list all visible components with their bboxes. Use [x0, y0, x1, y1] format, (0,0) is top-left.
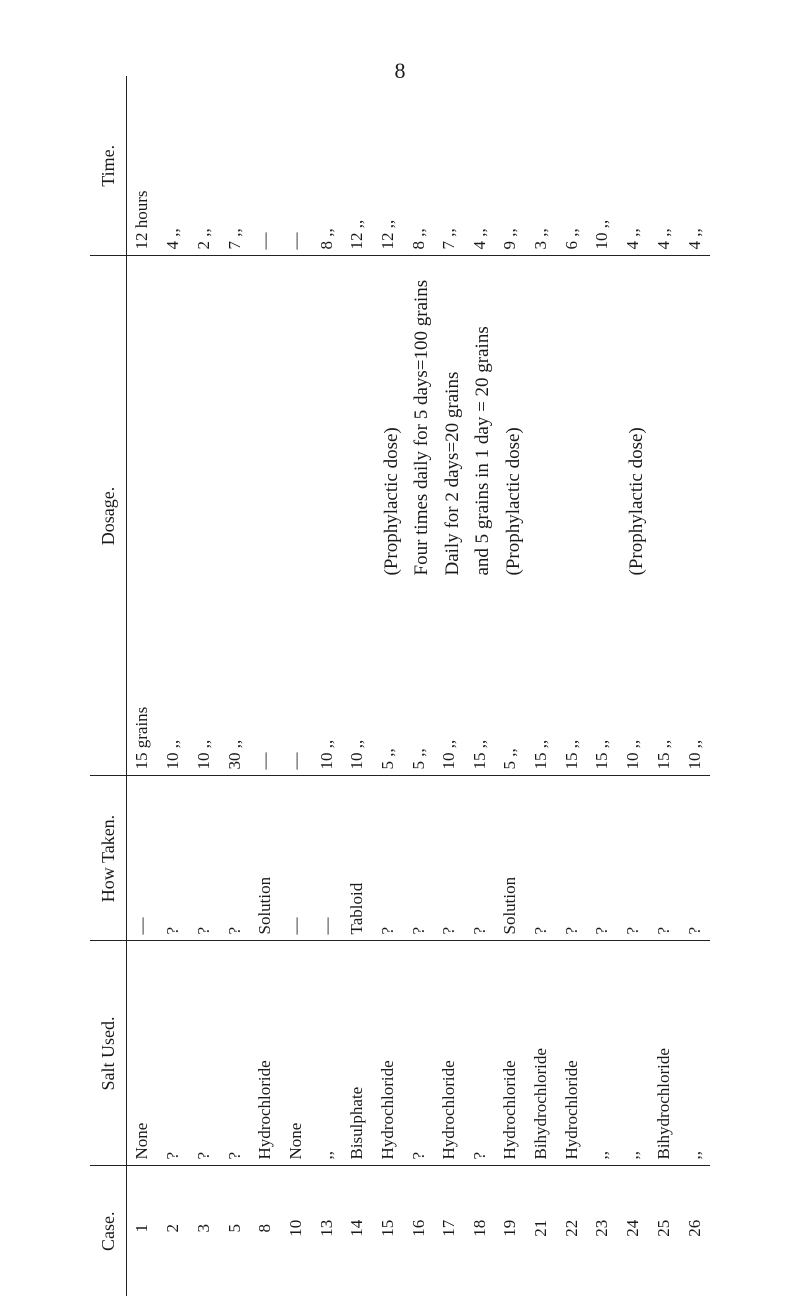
- dosage-cell: [587, 256, 618, 776]
- salt-used-value: ?: [163, 1151, 183, 1160]
- time-value: 12 hours: [132, 190, 152, 250]
- table-header-row: [90, 76, 127, 1296]
- salt-used-value: ,,: [316, 1151, 336, 1160]
- table-row: [587, 76, 618, 1296]
- how-taken-cell: [464, 776, 495, 941]
- case-number-cell: [679, 1166, 710, 1296]
- table-row: [434, 76, 465, 1296]
- how-taken-cell: [281, 776, 312, 941]
- how-taken-cell: [403, 776, 434, 941]
- salt-used-cell: [158, 941, 189, 1166]
- table-row: [403, 76, 434, 1296]
- case-number-cell: [526, 1166, 557, 1296]
- how-taken-value: —: [316, 917, 336, 935]
- time-value: 6 ,,: [561, 228, 581, 250]
- page-number: 8: [394, 58, 406, 83]
- salt-used-value: ?: [224, 1151, 244, 1160]
- case-number-cell: [158, 1166, 189, 1296]
- case-number-value: 1: [132, 1224, 152, 1233]
- salt-used-value: ,,: [684, 1151, 704, 1160]
- salt-used-value: ,,: [592, 1151, 612, 1160]
- header-how-taken: How Taken.: [90, 776, 127, 941]
- how-taken-cell: [526, 776, 557, 941]
- dosage-cell: [250, 256, 281, 776]
- how-taken-value: —: [285, 917, 305, 935]
- salt-used-value: Hydrochloride: [377, 1060, 397, 1160]
- time-cell: [679, 76, 710, 256]
- salt-used-value: Bisulphate: [347, 1086, 367, 1160]
- how-taken-value: ?: [684, 926, 704, 935]
- case-number-value: 19: [500, 1219, 520, 1237]
- dosage-cell: [403, 256, 434, 776]
- case-number-value: 10: [285, 1219, 305, 1237]
- table-row: [526, 76, 557, 1296]
- salt-used-cell: [495, 941, 526, 1166]
- time-value: 2 ,,: [193, 228, 213, 250]
- table-row: [495, 76, 526, 1296]
- salt-used-cell: [464, 941, 495, 1166]
- time-value: 7 ,,: [439, 228, 459, 250]
- salt-used-cell: [342, 941, 373, 1166]
- case-number-cell: [342, 1166, 373, 1296]
- time-cell: [403, 76, 434, 256]
- dosage-cell: [648, 256, 679, 776]
- how-taken-value: ?: [193, 926, 213, 935]
- dosage-note: (Prophylactic dose): [503, 427, 525, 576]
- case-number-value: 21: [531, 1219, 551, 1237]
- how-taken-value: ?: [623, 926, 643, 935]
- case-number-cell: [373, 1166, 404, 1296]
- time-cell: [495, 76, 526, 256]
- table-row: [618, 76, 649, 1296]
- dosage-cell: [127, 256, 158, 776]
- time-value: —: [285, 232, 305, 250]
- time-value: 8 ,,: [408, 228, 428, 250]
- dosage-cell: [526, 256, 557, 776]
- how-taken-cell: [679, 776, 710, 941]
- case-number-cell: [434, 1166, 465, 1296]
- dosage-value: 5 ,,: [377, 748, 397, 770]
- salt-used-cell: [219, 941, 250, 1166]
- time-cell: [373, 76, 404, 256]
- table-row: [311, 76, 342, 1296]
- dosage-note: Four times daily for 5 days=100 grains: [411, 279, 433, 576]
- table-row: [250, 76, 281, 1296]
- time-cell: [434, 76, 465, 256]
- how-taken-value: ?: [531, 926, 551, 935]
- dosage-value: 15 ,,: [653, 739, 673, 770]
- how-taken-cell: [311, 776, 342, 941]
- salt-used-cell: [587, 941, 618, 1166]
- how-taken-value: ?: [439, 926, 459, 935]
- how-taken-cell: [434, 776, 465, 941]
- case-number-cell: [648, 1166, 679, 1296]
- dosage-cell: [434, 256, 465, 776]
- how-taken-cell: [250, 776, 281, 941]
- dosage-value: 5 ,,: [500, 748, 520, 770]
- how-taken-value: —: [132, 917, 152, 935]
- how-taken-value: Tabloid: [347, 882, 367, 935]
- dosage-value: 15 ,,: [592, 739, 612, 770]
- time-value: 4 ,,: [163, 228, 183, 250]
- table-body: [127, 76, 711, 1296]
- how-taken-value: ?: [377, 926, 397, 935]
- dosage-cell: [618, 256, 649, 776]
- how-taken-value: ?: [653, 926, 673, 935]
- dosage-value: 10 ,,: [193, 739, 213, 770]
- how-taken-cell: [219, 776, 250, 941]
- salt-used-cell: [281, 941, 312, 1166]
- time-value: 4 ,,: [469, 228, 489, 250]
- salt-used-value: None: [132, 1122, 152, 1160]
- table-row: [342, 76, 373, 1296]
- salt-used-cell: [618, 941, 649, 1166]
- how-taken-cell: [587, 776, 618, 941]
- case-number-cell: [281, 1166, 312, 1296]
- table-row: [648, 76, 679, 1296]
- salt-used-cell: [679, 941, 710, 1166]
- salt-used-value: None: [285, 1122, 305, 1160]
- header-case: Case.: [90, 1166, 127, 1296]
- case-number-cell: [189, 1166, 220, 1296]
- dosage-value: —: [255, 752, 275, 770]
- dosage-value: 10 ,,: [684, 739, 704, 770]
- dosage-note: and 5 grains in 1 day = 20 grains: [472, 326, 494, 576]
- salt-used-value: Hydrochloride: [255, 1060, 275, 1160]
- case-number-value: 5: [224, 1224, 244, 1233]
- time-value: 10 ,,: [592, 219, 612, 250]
- time-cell: [556, 76, 587, 256]
- dosage-value: 10 ,,: [623, 739, 643, 770]
- time-cell: [189, 76, 220, 256]
- case-number-cell: [311, 1166, 342, 1296]
- time-cell: [618, 76, 649, 256]
- case-number-value: 3: [193, 1224, 213, 1233]
- salt-used-value: Hydrochloride: [500, 1060, 520, 1160]
- case-number-value: 18: [469, 1219, 489, 1237]
- time-cell: [158, 76, 189, 256]
- case-number-cell: [556, 1166, 587, 1296]
- how-taken-cell: [556, 776, 587, 941]
- time-value: 8 ,,: [316, 228, 336, 250]
- table-row: [281, 76, 312, 1296]
- salt-used-cell: [648, 941, 679, 1166]
- case-number-cell: [250, 1166, 281, 1296]
- case-number-value: 2: [163, 1224, 183, 1233]
- quinine-dosage-table: [90, 76, 710, 1296]
- time-cell: [311, 76, 342, 256]
- case-number-value: 22: [561, 1219, 581, 1237]
- dosage-cell: [464, 256, 495, 776]
- time-value: 4 ,,: [684, 228, 704, 250]
- how-taken-value: ?: [469, 926, 489, 935]
- how-taken-cell: [127, 776, 158, 941]
- case-number-value: 8: [255, 1224, 275, 1233]
- case-number-cell: [464, 1166, 495, 1296]
- how-taken-value: ?: [224, 926, 244, 935]
- salt-used-cell: [434, 941, 465, 1166]
- dosage-cell: [342, 256, 373, 776]
- how-taken-cell: [373, 776, 404, 941]
- time-cell: [526, 76, 557, 256]
- rotated-table-page: [90, 76, 710, 1296]
- salt-used-value: ?: [469, 1151, 489, 1160]
- header-dosage: Dosage.: [90, 256, 127, 776]
- time-value: 3 ,,: [531, 228, 551, 250]
- case-number-value: 24: [623, 1219, 643, 1237]
- case-number-value: 17: [439, 1219, 459, 1237]
- table-row: [158, 76, 189, 1296]
- case-number-value: 14: [347, 1219, 367, 1237]
- how-taken-cell: [342, 776, 373, 941]
- dosage-cell: [219, 256, 250, 776]
- dosage-note: (Prophylactic dose): [380, 427, 402, 576]
- time-cell: [281, 76, 312, 256]
- time-value: 4 ,,: [653, 228, 673, 250]
- salt-used-value: ?: [408, 1151, 428, 1160]
- how-taken-cell: [618, 776, 649, 941]
- how-taken-cell: [495, 776, 526, 941]
- time-cell: [342, 76, 373, 256]
- dosage-cell: [189, 256, 220, 776]
- dosage-cell: [556, 256, 587, 776]
- case-number-value: 23: [592, 1219, 612, 1237]
- dosage-value: —: [285, 752, 305, 770]
- time-value: 9 ,,: [500, 228, 520, 250]
- dosage-value: 10 ,,: [316, 739, 336, 770]
- time-value: 4 ,,: [623, 228, 643, 250]
- case-number-cell: [219, 1166, 250, 1296]
- dosage-note: (Prophylactic dose): [625, 427, 647, 576]
- salt-used-cell: [526, 941, 557, 1166]
- dosage-value: 15 ,,: [561, 739, 581, 770]
- dosage-cell: [373, 256, 404, 776]
- dosage-cell: [158, 256, 189, 776]
- table-row: [679, 76, 710, 1296]
- dosage-value: 10 ,,: [347, 739, 367, 770]
- case-number-value: 15: [377, 1219, 397, 1237]
- dosage-value: 10 ,,: [163, 739, 183, 770]
- salt-used-cell: [311, 941, 342, 1166]
- how-taken-value: Solution: [255, 876, 275, 935]
- case-number-value: 16: [408, 1219, 428, 1237]
- salt-used-cell: [127, 941, 158, 1166]
- case-number-cell: [127, 1166, 158, 1296]
- salt-used-value: Bihydrochloride: [531, 1048, 551, 1160]
- salt-used-value: ?: [193, 1151, 213, 1160]
- table-row: [464, 76, 495, 1296]
- time-value: 12 ,,: [377, 219, 397, 250]
- salt-used-value: ,,: [623, 1151, 643, 1160]
- time-value: 7 ,,: [224, 228, 244, 250]
- case-number-cell: [618, 1166, 649, 1296]
- header-salt-used: Salt Used.: [90, 941, 127, 1166]
- time-value: 12 ,,: [347, 219, 367, 250]
- time-cell: [648, 76, 679, 256]
- dosage-cell: [679, 256, 710, 776]
- case-number-cell: [403, 1166, 434, 1296]
- dosage-value: 10 ,,: [439, 739, 459, 770]
- salt-used-cell: [556, 941, 587, 1166]
- salt-used-value: Bihydrochloride: [653, 1048, 673, 1160]
- case-number-cell: [587, 1166, 618, 1296]
- dosage-value: 15 grains: [132, 706, 152, 770]
- salt-used-cell: [250, 941, 281, 1166]
- dosage-value: 15 ,,: [469, 739, 489, 770]
- dosage-value: 30 ,,: [224, 739, 244, 770]
- salt-used-cell: [189, 941, 220, 1166]
- time-cell: [127, 76, 158, 256]
- salt-used-cell: [373, 941, 404, 1166]
- time-value: —: [255, 232, 275, 250]
- table-row: [219, 76, 250, 1296]
- dosage-cell: [495, 256, 526, 776]
- table-row: [373, 76, 404, 1296]
- table-row: [189, 76, 220, 1296]
- header-time: Time.: [90, 76, 127, 256]
- salt-used-value: Hydrochloride: [561, 1060, 581, 1160]
- case-number-cell: [495, 1166, 526, 1296]
- time-cell: [587, 76, 618, 256]
- how-taken-value: Solution: [500, 876, 520, 935]
- how-taken-value: ?: [592, 926, 612, 935]
- salt-used-cell: [403, 941, 434, 1166]
- dosage-note: Daily for 2 days=20 grains: [441, 371, 463, 576]
- dosage-value: 15 ,,: [531, 739, 551, 770]
- dosage-cell: [281, 256, 312, 776]
- time-cell: [219, 76, 250, 256]
- table-row: [556, 76, 587, 1296]
- dosage-value: 5 ,,: [408, 748, 428, 770]
- case-number-value: 25: [653, 1219, 673, 1237]
- how-taken-cell: [189, 776, 220, 941]
- salt-used-value: Hydrochloride: [439, 1060, 459, 1160]
- time-cell: [464, 76, 495, 256]
- case-number-value: 26: [684, 1219, 704, 1237]
- how-taken-cell: [158, 776, 189, 941]
- how-taken-cell: [648, 776, 679, 941]
- case-number-value: 13: [316, 1219, 336, 1237]
- dosage-cell: [311, 256, 342, 776]
- time-cell: [250, 76, 281, 256]
- how-taken-value: ?: [163, 926, 183, 935]
- table-row: [127, 76, 158, 1296]
- how-taken-value: ?: [408, 926, 428, 935]
- how-taken-value: ?: [561, 926, 581, 935]
